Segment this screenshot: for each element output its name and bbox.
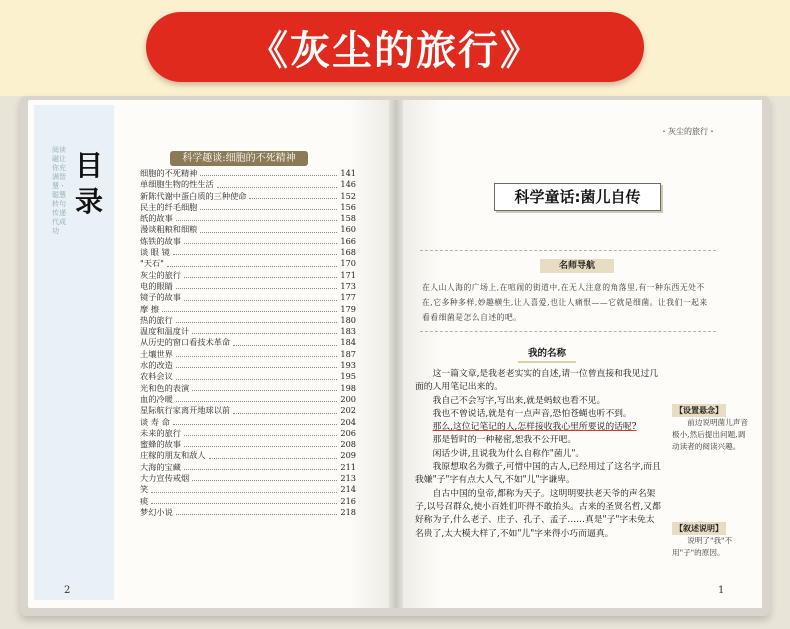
note-label: 【设置悬念】: [672, 404, 726, 417]
toc-leader-dots: [200, 168, 337, 176]
toc-entry-page: 202: [340, 405, 356, 416]
toc-entry-title: 从历史的窗口看技术革命: [140, 337, 231, 348]
toc-entry-title: 谈 眼 镜: [140, 247, 170, 258]
toc-leader-dots: [200, 202, 337, 210]
toc-entry: [140, 315, 356, 326]
toc-entry-title: 农料会议: [140, 371, 173, 382]
toc-entry-page: 184: [340, 337, 356, 348]
paragraph: 我也不曾说话,就是有一点声音,恐怕苍蝇也听不到。: [432, 408, 632, 419]
toc-leader-dots: [176, 349, 338, 357]
toc-leader-dots: [249, 191, 337, 199]
note-label: 【叙述说明】: [672, 522, 726, 535]
toc-entry-page: 173: [340, 280, 356, 291]
paragraph: 闲话少讲,且说我为什么自称作"菌儿"。: [432, 448, 585, 459]
toc-entry-page: 179: [340, 303, 356, 314]
toc-entry-page: 200: [340, 393, 356, 404]
guide-label: 名师导航: [540, 259, 614, 273]
toc-entry-page: 193: [340, 360, 356, 371]
toc-entry-title: 大海的宝藏: [140, 461, 181, 472]
toc-entry: [140, 281, 356, 292]
toc-entry: [140, 439, 356, 450]
toc-entry: [140, 168, 356, 179]
toc-entry: [140, 270, 356, 281]
toc-entry-page: 177: [340, 292, 356, 303]
toc-entry-page: 170: [340, 258, 356, 269]
toc-entry-title: 谈 寿 命: [140, 416, 170, 427]
toc-entry-page: 211: [340, 461, 356, 472]
right-page-number: 1: [718, 585, 725, 596]
toc-section-label: 科学趣谈:细胞的不死精神: [170, 151, 308, 166]
toc-leader-dots: [176, 507, 338, 515]
toc-entry-page: 168: [340, 247, 356, 258]
toc-leader-dots: [176, 360, 338, 368]
toc-entry-page: 152: [340, 190, 356, 201]
toc-entry-page: 180: [340, 314, 356, 325]
toc-entry-page: 208: [340, 439, 356, 450]
toc-leader-dots: [233, 405, 337, 413]
toc-entry: [140, 258, 356, 269]
toc-entry-title: 光和色的表演: [140, 382, 190, 393]
toc-entry-title: 梦幻小说: [140, 506, 173, 517]
toc-entry-title: 星际航行家离开地球以前: [140, 405, 231, 416]
toc-entry-page: 209: [340, 450, 356, 461]
toc-entry: [140, 224, 356, 235]
toc-entry: [140, 326, 356, 337]
margin-note-suspense: [672, 404, 748, 453]
toc-entry-title: 未来的旅行: [140, 427, 181, 438]
toc-leader-dots: [192, 383, 337, 391]
toc-leader-dots: [184, 236, 337, 244]
toc-entry: [140, 360, 356, 371]
toc-entry: [140, 337, 356, 348]
toc-entry: [140, 236, 356, 247]
toc-entry: [140, 394, 356, 405]
toc-entry: [140, 507, 356, 518]
toc-entry: [140, 484, 356, 495]
toc-leader-dots: [173, 417, 338, 425]
vertical-slogan: 阅读磁让你充满智慧・聪慧转句传递代成功: [52, 146, 66, 235]
paragraph: 我自己不会写字,写出来,就是蚂蚁也看不见。: [432, 395, 606, 406]
toc-entry-title: 大力宣传戒烟: [140, 473, 190, 484]
toc-leader-dots: [233, 337, 337, 345]
toc-entry: [140, 213, 356, 224]
note-text: 说明了"我"不用"子"的原因。: [672, 536, 733, 557]
toc-leader-dots: [176, 213, 338, 221]
toc-entry: [140, 191, 356, 202]
toc-entry-title: 民主的纤毛细胞: [140, 201, 198, 212]
note-text: 前边说明菌儿声音极小,然后提出问题,调动读者的阅读兴趣。: [672, 418, 748, 451]
title-banner: [146, 12, 644, 82]
toc-entry-title: 灰尘的旅行: [140, 269, 181, 280]
toc-entry-page: 216: [340, 495, 356, 506]
toc-entry-page: 206: [340, 427, 356, 438]
toc-entry-title: 单细胞生物的性生活: [140, 179, 214, 190]
toc-entry: [140, 462, 356, 473]
toc-entry: [140, 179, 356, 190]
toc-entry-title: 痰: [140, 495, 149, 506]
guide-top-rule: [420, 250, 716, 251]
toc-entry-title: 蜜蜂的故事: [140, 439, 181, 450]
toc-entry-page: 171: [340, 269, 356, 280]
toc-entry-title: 新陈代谢中蛋白质的三种使命: [140, 190, 247, 201]
toc-entry-page: 183: [340, 326, 356, 337]
section-heading: 我的名称: [518, 347, 576, 363]
toc-entry-title: 炼铁的故事: [140, 235, 181, 246]
toc-leader-dots: [209, 450, 338, 458]
toc-entry-page: 146: [340, 179, 356, 190]
toc-leader-dots: [184, 270, 337, 278]
paragraph: 那是暂时的一种秘密,恕我不公开吧。: [432, 435, 577, 446]
toc-entry-page: 214: [340, 484, 356, 495]
chapter-title: 科学童话:菌儿自传: [494, 183, 661, 211]
story-body: [415, 368, 663, 541]
paragraph: 自古中国的皇帝,都称为天子。这明明要扶老天爷的声名架子,以号召群众,使小百姓们吓得不敢抬头。古来的圣贤名哲,又都好称为子,什么老子、庄子、孔子、孟子……真是"子"字未免太名贵了,太大模大样了,不如"儿"字来得小巧而逼真。: [415, 488, 661, 539]
toc-entry-page: 160: [340, 224, 356, 235]
banner-title: 《灰尘的旅行》: [248, 27, 542, 74]
toc-entry: [140, 292, 356, 303]
toc-leader-dots: [162, 304, 337, 312]
toc-entry-page: 187: [340, 348, 356, 359]
guide-text: 在人山人海的广场上,在喧闹的街道中,在无人注意的角落里,有一种东西无处不在,它多种多样,妙趣横生,让人喜爱,也让人痛恨——它就是细菌。让我们一起来看看细菌是怎么自述的吧。: [422, 283, 708, 322]
toc-leader-dots: [192, 473, 337, 481]
toc-entry: [140, 371, 356, 382]
toc-leader-dots: [184, 428, 337, 436]
toc-leader-dots: [192, 326, 337, 334]
toc-entry-title: 漫谈粗粮和细粮: [140, 224, 198, 235]
toc-leader-dots: [176, 315, 338, 323]
toc-entry-title: 细胞的不死精神: [140, 168, 198, 178]
toc-entry-page: 213: [340, 473, 356, 484]
toc-entry: [140, 304, 356, 315]
toc-leader-dots: [184, 292, 337, 300]
left-page-number: 2: [64, 585, 71, 596]
running-header: ・灰尘的旅行・: [660, 127, 716, 136]
contents-heading: 目录: [75, 149, 104, 218]
toc-leader-dots: [184, 439, 337, 447]
toc-entry-page: 204: [340, 416, 356, 427]
toc-entry-title: 摩 擦: [140, 303, 159, 314]
toc-entry-title: 温度和温度计: [140, 326, 190, 337]
toc-entry-title: 水的改造: [140, 360, 173, 371]
toc-leader-dots: [184, 462, 337, 470]
toc-leader-dots: [217, 179, 338, 187]
toc-entry: [140, 383, 356, 394]
toc-entry-page: 141: [340, 168, 356, 178]
toc-entry: [140, 349, 356, 360]
toc-leader-dots: [173, 247, 338, 255]
paragraph: 这一篇文章,是我老老实实的自述,请一位曾直接和我见过几面的人用笔记出来的。: [415, 369, 659, 393]
table-of-contents: [140, 168, 356, 518]
guide-bottom-rule: [420, 331, 716, 332]
toc-entry: [140, 496, 356, 507]
toc-leader-dots: [176, 394, 338, 402]
toc-leader-dots: [176, 371, 338, 379]
paragraph-underlined: 那么,这位记笔记的人,怎样接收我心里所要说的话呢?: [432, 422, 637, 433]
toc-leader-dots: [176, 281, 338, 289]
toc-entry: [140, 405, 356, 416]
toc-entry: [140, 473, 356, 484]
toc-leader-dots: [151, 496, 337, 504]
toc-entry: [140, 450, 356, 461]
toc-entry-page: 198: [340, 382, 356, 393]
toc-entry: [140, 202, 356, 213]
toc-entry-title: 镜子的故事: [140, 292, 181, 303]
toc-entry-page: 218: [340, 506, 356, 517]
margin-note-explanation: [672, 522, 748, 559]
toc-entry: [140, 417, 356, 428]
toc-entry-title: 血的冷暖: [140, 393, 173, 404]
paragraph: 我原想取名为微子,可惜中国的古人,已经用过了这名字,而且我嫌"子"字有点大人气,不如"儿"字谦卑。: [415, 462, 661, 486]
toc-entry-page: 156: [340, 201, 356, 212]
toc-leader-dots: [151, 484, 337, 492]
toc-entry-title: 热的旅行: [140, 314, 173, 325]
toc-entry-title: 笑: [140, 484, 149, 495]
toc-leader-dots: [200, 224, 337, 232]
toc-entry-page: 195: [340, 371, 356, 382]
toc-entry-title: 土壤世界: [140, 348, 173, 359]
toc-entry-page: 166: [340, 235, 356, 246]
toc-entry-title: 庄稼的朋友和敌人: [140, 450, 206, 461]
toc-entry: [140, 247, 356, 258]
toc-leader-dots: [167, 258, 337, 266]
toc-entry-title: 纸的故事: [140, 213, 173, 224]
toc-entry: [140, 428, 356, 439]
book-spine: [389, 100, 403, 608]
toc-entry-title: "天石": [140, 258, 164, 269]
toc-entry-page: 158: [340, 213, 356, 224]
toc-entry-title: 电的眼睛: [140, 280, 173, 291]
